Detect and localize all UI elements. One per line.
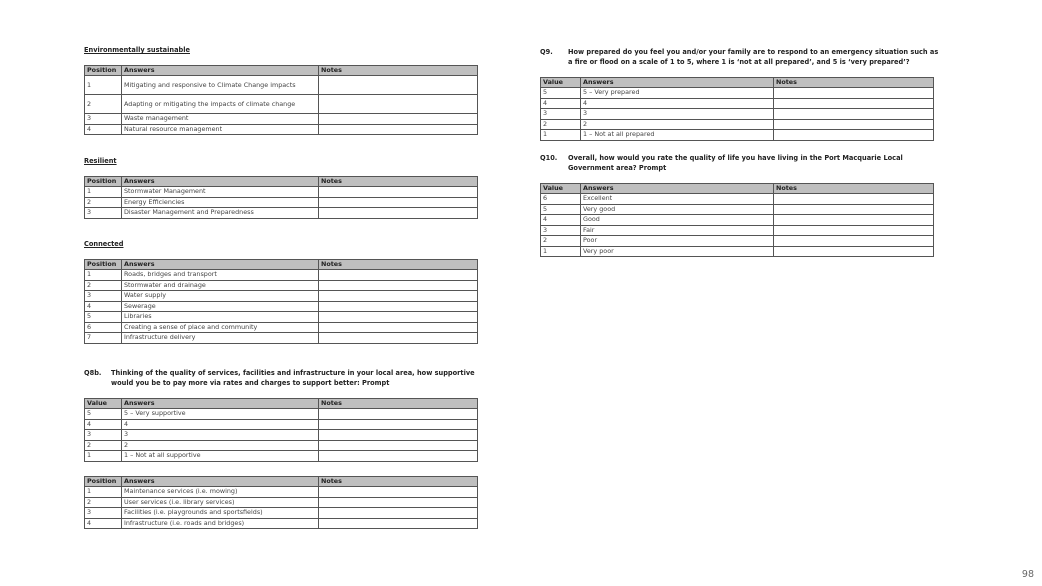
col-header-value: Value xyxy=(85,399,122,409)
question-q9 xyxy=(540,48,940,68)
table-cell: 1 xyxy=(85,451,122,462)
table-cell: 4 xyxy=(541,98,581,109)
table-cell: 4 xyxy=(122,419,319,430)
table-cell: 4 xyxy=(541,215,581,226)
table-cell: 6 xyxy=(85,322,122,333)
table-cell: Creating a sense of place and community xyxy=(122,322,319,333)
table-row xyxy=(85,312,478,323)
question-text-line-1: Thinking of the quality of services, facilities and infrastructure in your local area, how supportive xyxy=(111,369,475,377)
col-header-position: Position xyxy=(85,477,122,487)
question-text-line-2: would you be to pay more via rates and charges to support better: Prompt xyxy=(111,378,390,387)
table-row xyxy=(541,225,934,236)
table-cell: 5 xyxy=(541,204,581,215)
table-cell xyxy=(774,246,934,257)
table-cell: Roads, bridges and transport xyxy=(122,270,319,281)
table-cell xyxy=(319,419,478,430)
question-text-line-2: a fire or flood on a scale of 1 to 5, where 1 is ‘not at all prepared’, and 5 is ‘very prepared’? xyxy=(568,57,910,66)
table-row xyxy=(541,98,934,109)
table-row xyxy=(85,451,478,462)
table-cell: 1 xyxy=(85,76,122,95)
col-header-notes: Notes xyxy=(319,66,478,76)
table-cell: 2 xyxy=(85,497,122,508)
table-cell: 4 xyxy=(85,518,122,529)
section-title-environmentally-sustainable: Environmentally sustainable xyxy=(84,46,190,54)
table-cell: 1 xyxy=(541,130,581,141)
table-cell xyxy=(319,270,478,281)
table-cell xyxy=(319,451,478,462)
col-header-notes: Notes xyxy=(319,399,478,409)
col-header-position: Position xyxy=(85,260,122,270)
table-row xyxy=(541,204,934,215)
section-title-resilient: Resilient xyxy=(84,157,117,165)
table-cell: Sewerage xyxy=(122,301,319,312)
connected-table xyxy=(84,259,478,344)
table-cell: Disaster Management and Preparedness xyxy=(122,208,319,219)
col-header-answers: Answers xyxy=(122,260,319,270)
table-row xyxy=(85,124,478,135)
table-cell: Fair xyxy=(581,225,774,236)
question-q8b xyxy=(84,369,478,389)
col-header-notes: Notes xyxy=(774,184,934,194)
table-cell: 6 xyxy=(541,194,581,205)
table-row xyxy=(85,497,478,508)
table-cell: Very good xyxy=(581,204,774,215)
table-cell: 1 xyxy=(85,187,122,198)
table-row xyxy=(541,130,934,141)
table-cell: 2 xyxy=(541,119,581,130)
table-cell: 1 xyxy=(541,246,581,257)
table-row xyxy=(85,280,478,291)
table-cell: Poor xyxy=(581,236,774,247)
col-header-answers: Answers xyxy=(122,66,319,76)
table-row xyxy=(85,518,478,529)
col-header-notes: Notes xyxy=(319,177,478,187)
table-cell: Stormwater and drainage xyxy=(122,280,319,291)
table-cell: 1 xyxy=(85,487,122,498)
q8b-value-table xyxy=(84,398,478,462)
table-cell xyxy=(319,518,478,529)
question-number: Q10. xyxy=(540,154,558,162)
table-cell xyxy=(319,430,478,441)
q10-table xyxy=(540,183,934,257)
table-row xyxy=(85,76,478,95)
table-row xyxy=(541,119,934,130)
table-row xyxy=(541,88,934,99)
table-cell xyxy=(319,280,478,291)
table-cell: 3 xyxy=(85,508,122,519)
table-cell: 4 xyxy=(581,98,774,109)
table-cell: 5 xyxy=(85,312,122,323)
table-cell xyxy=(319,208,478,219)
col-header-notes: Notes xyxy=(774,78,934,88)
table-cell xyxy=(774,236,934,247)
question-q10 xyxy=(540,154,940,174)
table-row xyxy=(541,194,934,205)
table-row xyxy=(541,236,934,247)
environment-table xyxy=(84,65,478,135)
table-cell: 3 xyxy=(122,430,319,441)
question-number: Q8b. xyxy=(84,369,102,377)
table-row xyxy=(85,508,478,519)
table-cell: 2 xyxy=(85,440,122,451)
table-cell: 5 xyxy=(85,409,122,420)
table-cell: 2 xyxy=(122,440,319,451)
q9-table xyxy=(540,77,934,141)
q8b-position-table xyxy=(84,476,478,529)
table-cell: 2 xyxy=(85,95,122,114)
col-header-answers: Answers xyxy=(581,184,774,194)
page-number: 98 xyxy=(1021,569,1034,580)
table-cell: Infrastructure (i.e. roads and bridges) xyxy=(122,518,319,529)
table-cell: 4 xyxy=(85,419,122,430)
col-header-value: Value xyxy=(541,184,581,194)
table-row xyxy=(85,187,478,198)
table-cell xyxy=(774,194,934,205)
table-row xyxy=(85,322,478,333)
resilient-table xyxy=(84,176,478,219)
col-header-position: Position xyxy=(85,177,122,187)
table-cell: 5 – Very supportive xyxy=(122,409,319,420)
table-cell: Adapting or mitigating the impacts of climate change xyxy=(122,95,319,114)
table-cell xyxy=(319,95,478,114)
table-row xyxy=(85,95,478,114)
table-cell xyxy=(319,76,478,95)
table-cell: 3 xyxy=(581,109,774,120)
question-text-line-2: Government area? Prompt xyxy=(568,163,667,172)
table-cell: Water supply xyxy=(122,291,319,302)
table-row xyxy=(85,114,478,125)
table-cell xyxy=(774,215,934,226)
table-cell: Libraries xyxy=(122,312,319,323)
table-cell xyxy=(774,119,934,130)
table-cell xyxy=(774,204,934,215)
table-cell: 3 xyxy=(85,291,122,302)
col-header-answers: Answers xyxy=(122,177,319,187)
table-row xyxy=(85,270,478,281)
table-cell: Energy Efficiencies xyxy=(122,197,319,208)
table-cell: Very poor xyxy=(581,246,774,257)
col-header-answers: Answers xyxy=(581,78,774,88)
table-cell: 2 xyxy=(541,236,581,247)
table-cell xyxy=(319,187,478,198)
table-cell: 1 xyxy=(85,270,122,281)
table-cell: 3 xyxy=(541,225,581,236)
col-header-notes: Notes xyxy=(319,477,478,487)
table-cell: 1 – Not at all supportive xyxy=(122,451,319,462)
table-cell: 4 xyxy=(85,301,122,312)
table-cell: Excellent xyxy=(581,194,774,205)
table-cell: 2 xyxy=(85,197,122,208)
table-cell: 2 xyxy=(581,119,774,130)
table-cell: Stormwater Management xyxy=(122,187,319,198)
table-cell xyxy=(774,98,934,109)
table-cell: 3 xyxy=(541,109,581,120)
table-row xyxy=(85,409,478,420)
table-row xyxy=(85,440,478,451)
table-row xyxy=(541,246,934,257)
table-cell: User services (i.e. library services) xyxy=(122,497,319,508)
table-row xyxy=(85,430,478,441)
table-row xyxy=(541,109,934,120)
table-row xyxy=(85,301,478,312)
col-header-notes: Notes xyxy=(319,260,478,270)
col-header-answers: Answers xyxy=(122,399,319,409)
table-cell xyxy=(774,130,934,141)
table-row xyxy=(85,197,478,208)
table-cell xyxy=(319,197,478,208)
table-row xyxy=(85,419,478,430)
table-cell: 5 – Very prepared xyxy=(581,88,774,99)
table-cell xyxy=(319,333,478,344)
table-cell: Infrastructure delivery xyxy=(122,333,319,344)
table-row xyxy=(85,208,478,219)
question-number: Q9. xyxy=(540,48,553,56)
table-row xyxy=(85,291,478,302)
table-cell xyxy=(319,312,478,323)
table-cell: 3 xyxy=(85,114,122,125)
table-cell: Waste management xyxy=(122,114,319,125)
table-cell xyxy=(319,508,478,519)
table-cell xyxy=(319,487,478,498)
table-row xyxy=(85,333,478,344)
table-cell: 4 xyxy=(85,124,122,135)
table-cell: Good xyxy=(581,215,774,226)
table-cell: 5 xyxy=(541,88,581,99)
table-cell xyxy=(774,88,934,99)
table-cell xyxy=(319,301,478,312)
table-cell: 3 xyxy=(85,430,122,441)
table-cell xyxy=(319,497,478,508)
table-cell xyxy=(319,440,478,451)
table-cell: Natural resource management xyxy=(122,124,319,135)
col-header-position: Position xyxy=(85,66,122,76)
table-cell xyxy=(319,409,478,420)
table-cell: 3 xyxy=(85,208,122,219)
col-header-answers: Answers xyxy=(122,477,319,487)
table-cell: Facilities (i.e. playgrounds and sportsfields) xyxy=(122,508,319,519)
table-cell: 1 – Not at all prepared xyxy=(581,130,774,141)
table-cell xyxy=(774,109,934,120)
table-cell xyxy=(319,124,478,135)
question-text-line-1: How prepared do you feel you and/or your family are to respond to an emergency situation such as xyxy=(568,48,939,56)
section-title-connected: Connected xyxy=(84,240,124,248)
question-text-line-1: Overall, how would you rate the quality of life you have living in the Port Macquarie Local xyxy=(568,154,903,162)
table-cell: Maintenance services (i.e. mowing) xyxy=(122,487,319,498)
table-cell xyxy=(319,322,478,333)
table-cell xyxy=(319,291,478,302)
table-row xyxy=(85,487,478,498)
table-cell: 2 xyxy=(85,280,122,291)
col-header-value: Value xyxy=(541,78,581,88)
table-cell xyxy=(774,225,934,236)
table-cell xyxy=(319,114,478,125)
table-cell: 7 xyxy=(85,333,122,344)
table-cell: Mitigating and responsive to Climate Change impacts xyxy=(122,76,319,95)
table-row xyxy=(541,215,934,226)
